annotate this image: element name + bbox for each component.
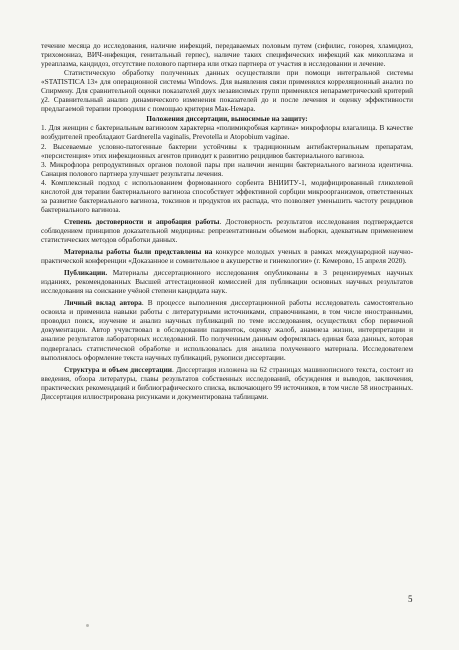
provision-4: 4. Комплексный подход с использованием формованного сорбента ВНИИТУ-1, модифицированный гликолевой кислотой для терапии бактериального вагиноза способствует эффективной сорбции микроорганизмов, ответственных за развитие бактериального вагиноза, токсинов и продуктов их распада, что позволяет уменьшить частоту рецидивов бактериального вагиноза.	[41, 177, 413, 214]
paragraph-statistics: Статистическую обработку полученных данных осуществляли при помощи интегральной системы «STATISTICA 13» для операционной системы Windows. Для выявления связи применялся корреляционный анализ по Спирмену. Для сравнительной оценки показателей двух независимых групп применялся непараметрический критерий χ2. Сравнительный анализ динамического изменения показателей до и после лечения и оценку эффективности предлагаемой терапии проводили с помощью критерия Мак-Немара.	[41, 68, 413, 114]
publications-text: Материалы диссертационного исследования опубликованы в 3 рецензируемых научных изданиях, рекомендованных Высшей аттестационной комиссией для публикации основных научных результатов исследования на соискание учёной степени кандидата наук.	[41, 268, 413, 296]
paragraph-exclusion-criteria: течение месяца до исследования, наличие инфекций, передаваемых половым путем (сифилис, гонорея, хламидиоз, трихомониаз, ВИЧ-инфекция, генитальный герпес), наличие таких специфических инфекций как микоплазма и уреаплазма, кандидоз, отсутствие полового партнера или отказ партнера от участия в исследовании и лечение.	[41, 41, 413, 69]
reliability-heading: Степень достоверности и апробация работы	[64, 216, 220, 226]
provision-1: 1. Для женщин с бактериальным вагинозом характерна «полимикробная картина» микрофлоры влагалища. В качестве возбудителей преобладают Gardnerella vaginalis, Prevotella и Atopobium vaginae.	[41, 123, 413, 142]
paragraph-personal-contribution	[41, 298, 413, 361]
section-heading-defense-provisions: Положения диссертации, выносимые на защиту:	[146, 114, 308, 124]
paragraph-presentation	[41, 247, 413, 265]
presentation-text: конкурсе молодых ученых в рамках международной научно-практической конференции «Доказанное и сомнительное в акушерстве и гинекологии» (г. Кемерово, 15 апреля 2020).	[41, 247, 413, 266]
paragraph-reliability	[41, 217, 413, 244]
structure-text: . Диссертация изложена на 62 страницах машинописного текста, состоит из введения, обзора литературы, главы результатов собственных исследований, обсуждения и выводов, заключения, практических рекомендаций и библиографического списка, включающего 99 источников, в том числе 58 иностранных. Диссертация иллюстрирована рисунками и документирована таблицами.	[41, 364, 413, 401]
personal-contribution-heading: Личный вклад автора	[64, 298, 142, 308]
reliability-text: . Достоверность результатов исследования подтверждается соблюдением принципов доказательной медицины: репрезентативным объемом выборки, адекватным применением статистических методов обработки данных.	[41, 216, 413, 244]
scan-speck	[86, 624, 89, 627]
paragraph-publications	[41, 268, 413, 295]
presentation-heading: Материалы работы были представлены на	[64, 247, 213, 257]
personal-contribution-text: . В процессе выполнения диссертационной работы исследователь самостоятельно освоила и применила навыки работы с литературными источниками, справочниками, в том числе иностранными, проводил поиск, изучение и анализ научных публикаций по теме исследования, осуществлял сбор первичной документации. Автор учувствовал в обследовании пациенток, оценку жалоб, анамнеза жизни, интерпретации и анализе результатов лабораторных исследований. По полученным данным оформлялась единая база данных, которая подвергалась статистической обработке и использовалась для анализа полученного материала. Исследователем выполнялось оформление текста научных публикаций, рукописи диссертации.	[41, 298, 414, 362]
paragraph-structure	[41, 365, 413, 401]
page-body	[41, 41, 413, 401]
structure-heading: Структура и объем диссертации	[64, 364, 172, 374]
provision-2: 2. Высеваемые условно-патогенные бактерии устойчивы к традиционным антибактериальным препаратам, «персистенция» этих инфекционных агентов приводит к развитию рецидивов бактериального вагиноза.	[41, 141, 413, 160]
provision-3: 3. Микрофлора репродуктивных органов половой пары при наличии женщин бактериального вагиноза идентична. Санация полового партнера улучшает результаты лечения.	[41, 159, 413, 178]
publications-heading: Публикации.	[64, 268, 108, 278]
page-number: 5	[408, 594, 413, 604]
